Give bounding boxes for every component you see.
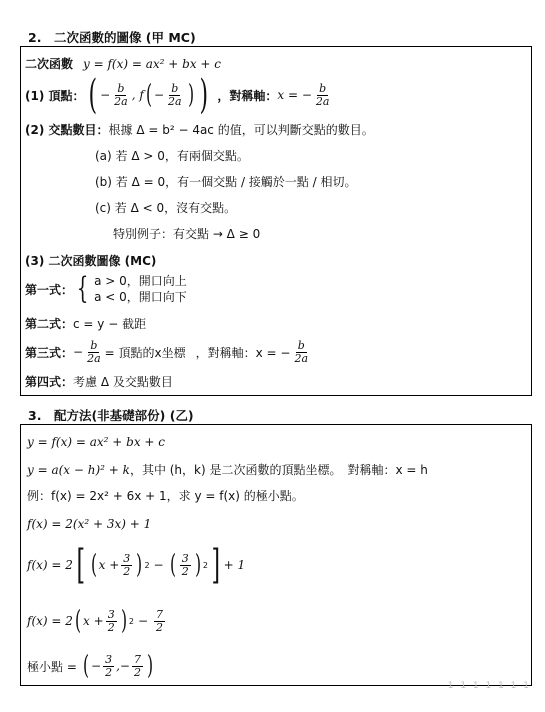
form-2-row [25, 315, 146, 332]
intersection-count-label: (2) 交點數目： [25, 123, 109, 137]
section-2-heading: 2. 二次函數的圖像 (甲 MC) [28, 30, 196, 45]
section-2-box [20, 46, 532, 396]
step-3: f(x) = 2 ( x + $\frac{3}{2}$ ) 2 − $\frac{7}{2}$ [27, 606, 163, 636]
form-3-vertex-x: = 頂點的x坐標 [104, 345, 186, 360]
form-3-label: 第三式： [25, 345, 74, 360]
form-4-text: 考慮 Δ 及交點數目 [73, 375, 173, 389]
section-3-box [20, 424, 532, 686]
axis-equation: x = − [277, 88, 312, 102]
step-1: f(x) = 2(x² + 3x) + 1 [27, 517, 152, 531]
quadratic-label: 二次函數 [25, 57, 74, 71]
case-a: (a) 若 Δ > 0，有兩個交點。 [95, 149, 249, 163]
form-3-row: 第三式： − $\frac{b}{2a}$ = 頂點的x坐標 ，對稱軸：x = − $\frac{b}{2a}$ [25, 338, 309, 365]
vertex-form: y = a(x − h)² + k [27, 462, 130, 477]
vertex-x-fraction: $\frac{b}{2a}$ [114, 81, 128, 108]
minimum-point-label: 極小點 = [27, 659, 77, 674]
form-2-label: 第二式： [25, 317, 74, 331]
form-1-row: 第一式： { a > 0，開口向上 a < 0，開口向下 [25, 271, 187, 306]
vertex-row: (1) 頂點： ( − $\frac{b}{2a}$ , f ( − $\frac{b}{2a}$ ) ) ，對稱軸： x = − $\frac{b}{2a}$ [25, 72, 330, 118]
special-case: 特別例子：有交點 → Δ ≥ 0 [113, 227, 261, 241]
form-1-case-2: a < 0，開口向下 [94, 290, 187, 304]
form-4-label: 第四式： [25, 375, 74, 389]
axis-label: ，對稱軸： [217, 88, 278, 103]
quadratic-function-row [25, 55, 221, 72]
form-3-axis: ，對稱軸：x = − [195, 345, 291, 360]
intersection-count-row [25, 121, 374, 138]
case-c: (c) 若 Δ < 0，沒有交點。 [95, 201, 237, 215]
watermark-text: 1 1 1 1 1 1 1 [447, 681, 531, 691]
graph-heading: (3) 二次函數圖像 (MC) [25, 254, 157, 268]
vertex-form-row [27, 461, 428, 478]
form-4-row [25, 373, 173, 390]
standard-form: y = f(x) = ax² + bx + c [27, 435, 165, 449]
step-2: f(x) = 2 [ ( x + $\frac{3}{2}$ ) 2 − ( $\frac{3}{2}$ ) 2 ] + 1 [27, 542, 246, 588]
form-2-text: c = y − 截距 [73, 317, 147, 331]
vertex-y-fraction: $\frac{b}{2a}$ [168, 81, 182, 108]
minimum-point-row: 極小點 = ( − $\frac{3}{2}$ , − $\frac{7}{2}$ ) [27, 651, 154, 681]
intersection-count-text: 根據 Δ = b² − 4ac 的值，可以判斷交點的數目。 [108, 123, 374, 137]
quadratic-equation: y = f(x) = ax² + bx + c [83, 56, 222, 71]
form-1-label: 第一式： [25, 282, 74, 297]
section-3-heading: 3. 配方法(非基礎部份) (乙) [28, 408, 194, 423]
example-row: 例：f(x) = 2x² + 6x + 1，求 y = f(x) 的極小點。 [27, 489, 304, 503]
case-b: (b) 若 Δ = 0，有一個交點 / 接觸於一點 / 相切。 [95, 175, 357, 189]
form-1-case-1: a > 0，開口向上 [94, 274, 187, 288]
vertex-form-note: ，其中 (h，k) 是二次函數的頂點坐標。 對稱軸：x = h [129, 463, 428, 477]
vertex-label: (1) 頂點： [25, 88, 85, 103]
